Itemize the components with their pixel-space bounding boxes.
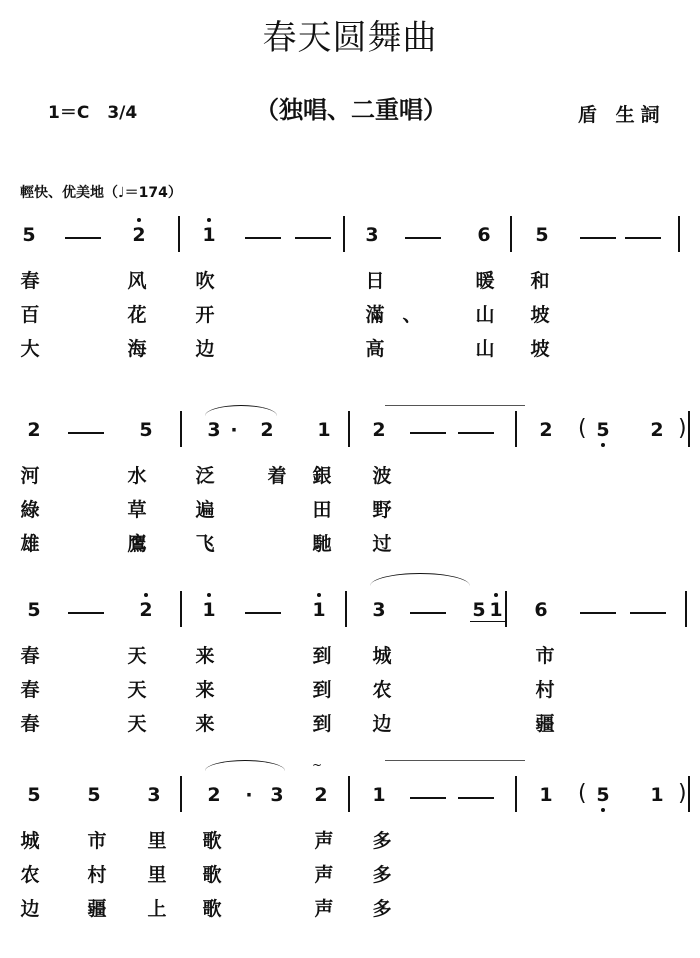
lyric-syllable: 銀 <box>312 465 332 487</box>
lyric-syllable: 风 <box>127 270 147 292</box>
lyric-syllable: 波 <box>372 465 392 487</box>
note: 3 <box>147 784 161 806</box>
lyric-syllable: 百 <box>20 304 40 326</box>
lyric-syllable: 坡 <box>530 338 550 360</box>
lyric-syllable: 山 <box>475 338 495 360</box>
note: 5 <box>27 784 41 806</box>
note: 2 <box>539 419 553 441</box>
ornament-mark: ~ <box>312 758 323 772</box>
lyric-syllable: 春 <box>20 270 40 292</box>
lyric-syllable: 着 <box>267 465 287 487</box>
note: 3 <box>207 419 221 441</box>
note: 2 <box>650 419 664 441</box>
lyric-syllable: 边 <box>195 338 215 360</box>
note: 5 <box>22 224 36 246</box>
lyricist-credit: 盾 生詞 <box>578 104 666 126</box>
dash-mark <box>245 612 281 614</box>
bar-line <box>685 591 687 627</box>
dash-mark <box>410 612 446 614</box>
note: 1 <box>487 599 505 622</box>
lyric-syllable: 农 <box>20 864 40 886</box>
bar-line <box>180 591 182 627</box>
dash-mark <box>68 432 104 434</box>
lyric-syllable: 山 <box>475 304 495 326</box>
note: 1 <box>372 784 386 806</box>
dash-mark <box>410 432 446 434</box>
note: 1 <box>200 224 218 246</box>
parenthesis: ) <box>678 416 687 441</box>
dash-mark <box>410 797 446 799</box>
lyric-syllable: 多 <box>372 830 392 852</box>
lyric-syllable: 飞 <box>195 533 215 555</box>
lyric-syllable: 来 <box>195 645 215 667</box>
note: 5 <box>535 224 549 246</box>
dash-mark <box>68 612 104 614</box>
lyric-syllable: 多 <box>372 864 392 886</box>
lyric-syllable: 大 <box>20 338 40 360</box>
note: 5 <box>594 419 612 441</box>
bar-line <box>515 776 517 812</box>
lyric-syllable: 水 <box>127 465 147 487</box>
lyric-syllable: 野 <box>372 499 392 521</box>
lyric-syllable: 声 <box>314 864 334 886</box>
dash-mark <box>458 432 494 434</box>
note: 1 <box>200 599 218 621</box>
tie-mark <box>385 760 525 767</box>
lyric-syllable: 海 <box>127 338 147 360</box>
song-title: 春天圆舞曲 <box>262 18 438 58</box>
key-signature: 1＝C <box>48 103 90 123</box>
lyric-syllable: 遍 <box>195 499 215 521</box>
bar-line <box>688 776 690 812</box>
slur-mark <box>370 573 470 586</box>
lyric-syllable: 花 <box>127 304 147 326</box>
lyric-syllable: 坡 <box>530 304 550 326</box>
note: 6 <box>534 599 548 621</box>
lyric-syllable: 多 <box>372 898 392 920</box>
lyric-syllable: 疆 <box>535 713 555 735</box>
lyric-syllable: 春 <box>20 713 40 735</box>
lyric-syllable: 歌 <box>202 830 222 852</box>
lyric-syllable: 疆 <box>87 898 107 920</box>
lyric-syllable: 天 <box>127 713 147 735</box>
bar-line <box>180 411 182 447</box>
note: 2 <box>130 224 148 246</box>
dash-mark <box>630 612 666 614</box>
note: 5 <box>27 599 41 621</box>
song-subtitle: （独唱、二重唱） <box>255 96 447 124</box>
bar-line <box>515 411 517 447</box>
lyric-syllable: 雄 <box>20 533 40 555</box>
lyric-syllable: 天 <box>127 645 147 667</box>
lyric-syllable: 声 <box>314 830 334 852</box>
bar-line <box>688 411 690 447</box>
lyric-syllable: 城 <box>20 830 40 852</box>
slur-mark <box>205 760 285 771</box>
note: 2 <box>207 784 221 806</box>
tie-mark <box>385 405 525 412</box>
bar-line <box>345 591 347 627</box>
slur-mark <box>205 405 277 416</box>
lyric-syllable: 来 <box>195 713 215 735</box>
note: 3 <box>365 224 379 246</box>
dash-mark <box>458 797 494 799</box>
lyric-syllable: 高 <box>365 338 385 360</box>
lyric-syllable: 歌 <box>202 864 222 886</box>
lyric-syllable: 到 <box>312 679 332 701</box>
note: 3 <box>270 784 284 806</box>
lyric-syllable: 里 <box>147 830 167 852</box>
lyric-syllable: 吹 <box>195 270 215 292</box>
lyric-syllable: 市 <box>535 645 555 667</box>
note: 2 <box>137 599 155 621</box>
bar-line <box>348 776 350 812</box>
dash-mark <box>625 237 661 239</box>
bar-line <box>348 411 350 447</box>
lyric-syllable: 开 <box>195 304 215 326</box>
tempo-marking: 輕快、优美地（♩＝174） <box>20 185 182 201</box>
note: 2 <box>372 419 386 441</box>
note: 5 <box>594 784 612 806</box>
augmentation-dot: · <box>245 784 253 806</box>
lyric-syllable: 河 <box>20 465 40 487</box>
bar-line <box>180 776 182 812</box>
lyric-syllable: 到 <box>312 645 332 667</box>
lyric-syllable: 田 <box>312 499 332 521</box>
lyric-syllable: 村 <box>87 864 107 886</box>
bar-line <box>678 216 680 252</box>
lyric-syllable: 过 <box>372 533 392 555</box>
lyric-syllable: 馳 <box>312 533 332 555</box>
parenthesis: ( <box>578 416 587 441</box>
lyric-syllable: 暖 <box>475 270 495 292</box>
lyric-syllable: 农 <box>372 679 392 701</box>
lyric-syllable: 城 <box>372 645 392 667</box>
bar-line <box>343 216 345 252</box>
note: 5 <box>139 419 153 441</box>
lyric-syllable: 泛 <box>195 465 215 487</box>
note: 5 <box>87 784 101 806</box>
dash-mark <box>580 237 616 239</box>
note: 1 <box>310 599 328 621</box>
lyric-syllable: 天 <box>127 679 147 701</box>
note: 2 <box>27 419 41 441</box>
note: 2 <box>314 784 328 806</box>
note: 3 <box>372 599 386 621</box>
note: 1 <box>650 784 664 806</box>
lyric-syllable: 、 <box>402 304 422 326</box>
lyric-syllable: 上 <box>147 898 167 920</box>
lyric-syllable: 边 <box>20 898 40 920</box>
dash-mark <box>65 237 101 239</box>
lyric-syllable: 歌 <box>202 898 222 920</box>
lyric-syllable: 滿 <box>365 304 385 326</box>
dash-mark <box>245 237 281 239</box>
lyric-syllable: 和 <box>530 270 550 292</box>
lyric-syllable: 到 <box>312 713 332 735</box>
time-signature: 3/4 <box>107 103 138 123</box>
note: 6 <box>477 224 491 246</box>
parenthesis: ( <box>578 781 587 806</box>
lyric-syllable: 里 <box>147 864 167 886</box>
lyric-syllable: 春 <box>20 679 40 701</box>
lyric-syllable: 草 <box>127 499 147 521</box>
lyric-syllable: 来 <box>195 679 215 701</box>
bar-line <box>510 216 512 252</box>
lyric-syllable: 市 <box>87 830 107 852</box>
note: 5 <box>470 599 488 622</box>
bar-line <box>505 591 507 627</box>
dash-mark <box>405 237 441 239</box>
dash-mark <box>295 237 331 239</box>
dash-mark <box>580 612 616 614</box>
lyric-syllable: 春 <box>20 645 40 667</box>
lyric-syllable: 綠 <box>20 499 40 521</box>
note: 2 <box>260 419 274 441</box>
note: 1 <box>317 419 331 441</box>
lyric-syllable: 日 <box>365 270 385 292</box>
note: 1 <box>539 784 553 806</box>
lyric-syllable: 声 <box>314 898 334 920</box>
parenthesis: ) <box>678 781 687 806</box>
lyric-syllable: 鷹 <box>127 533 147 555</box>
bar-line <box>178 216 180 252</box>
lyric-syllable: 边 <box>372 713 392 735</box>
augmentation-dot: · <box>230 419 238 441</box>
lyric-syllable: 村 <box>535 679 555 701</box>
